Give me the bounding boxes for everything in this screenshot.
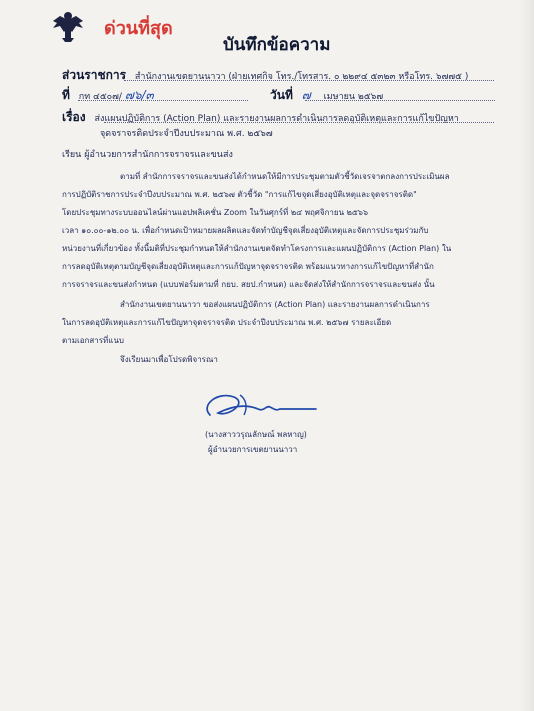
reference-underline [78, 100, 248, 101]
agency-underline [124, 80, 494, 81]
paragraph-2 [62, 296, 480, 350]
paragraph-2-line: ในการลดอุบัติเหตุและการแก้ไขปัญหาจุดจราจรติด ประจำปีงบประมาณ พ.ศ. ๒๕๖๗ รายละเอียด [62, 318, 392, 327]
reference-number: กท ๔๕๐๗/ [78, 92, 122, 102]
agency-label: ส่วนราชการ [62, 68, 127, 82]
subject-row [62, 108, 459, 127]
agency-row [62, 66, 468, 85]
paragraph-1-line: การปฏิบัติราชการประจำปีงบประมาณ พ.ศ. ๒๕๖๗ ตัวชี้วัด "การแก้ไขจุดเสี่ยงอุบัติเหตุและจุดจราจรติด" [62, 190, 417, 199]
paragraph-1-line: การจราจรและขนส่งกำหนด (แบบฟอร์มตามที่ กยบ. สยป.กำหนด) และจัดส่งให้สำนักการจราจรและขนส่ง นั้น [62, 280, 435, 289]
subject-underline [104, 122, 494, 123]
urgency-label: ด่วนที่สุด [104, 18, 173, 39]
signer-position: ผู้อำนวยการเขตยานนาวา [208, 445, 298, 454]
closing-line: จึงเรียนมาเพื่อโปรดพิจารณา [120, 355, 218, 364]
date-underline [305, 100, 495, 101]
paragraph-1-line: เวลา ๑๐.๐๐-๑๒.๐๐ น. เพื่อกำหนดเป้าหมายผลผลิตและจัดทำบัญชีจุดเสี่ยงอุบัติเหตุและจัดการประชุมร่วมกับ [62, 226, 429, 235]
memo-title: บันทึกข้อความ [223, 35, 331, 55]
paragraph-1-line: การลดอุบัติเหตุตามบัญชีจุดเสี่ยงอุบัติเหตุและการแก้ปัญหาจุดจราจรติด พร้อมแนวทางการแก้ไขปัญหาที่สำนัก [62, 262, 434, 271]
date-row [270, 86, 383, 105]
handwritten-signature [200, 387, 318, 423]
agency-value: สำนักงานเขตยานนาวา (ฝ่ายเทศกิจ โทร./โทรสาร. ๐ ๒๒๙๔ ๕๓๒๓ หรือโทร. ๖๗๗๕ ) [134, 72, 469, 82]
subject-label: เรื่อง [62, 110, 86, 124]
paper-edge-shadow [520, 0, 534, 711]
signer-name: (นางสาววรุณลักษณ์ พลหาญ) [205, 430, 307, 439]
garuda-emblem [50, 8, 86, 44]
paragraph-1-line: ตามที่ สำนักการจราจรและขนส่งได้กำหนดให้มีการประชุมตามตัวชี้วัดเจรจาตกลงการประเมินผล [120, 172, 450, 181]
reference-label: ที่ [62, 88, 70, 102]
subject-line-2: จุดจราจรติดประจำปีงบประมาณ พ.ศ. ๒๕๖๗ [100, 129, 273, 139]
paragraph-1-line: หน่วยงานที่เกี่ยวข้อง ทั้งนี้มติที่ประชุมกำหนดให้สำนักงานเขตจัดทำโครงการและแผนปฏิบัติการ (Action Plan) ใน [62, 244, 452, 253]
paragraph-1-line: โดยประชุมทางระบบออนไลน์ผ่านแอปพลิเคชั่น Zoom ในวันศุกร์ที่ ๒๔ พฤศจิกายน ๒๕๖๖ [62, 208, 369, 217]
date-label: วันที่ [270, 88, 293, 102]
paragraph-2-line: สำนักงานเขตยานนาวา ขอส่งแผนปฏิบัติการ (Action Plan) และรายงานผลการดำเนินการ [120, 300, 430, 309]
reference-handwritten: ๗๖/๓ [124, 88, 154, 102]
date-month-year: เมษายน ๒๕๖๗ [323, 92, 384, 102]
subject-line-1: ส่งแผนปฏิบัติการ (Action Plan) และรายงานผลการดำเนินการลดอุบัติเหตุและการแก้ไขปัญหา [94, 114, 459, 124]
salutation: เรียน ผู้อำนวยการสำนักการจราจรและขนส่ง [62, 150, 233, 160]
date-day: ๗ [301, 88, 311, 102]
reference-row [62, 86, 154, 105]
paragraph-1 [62, 168, 480, 294]
paragraph-2-line: ตามเอกสารที่แนบ [62, 336, 124, 345]
